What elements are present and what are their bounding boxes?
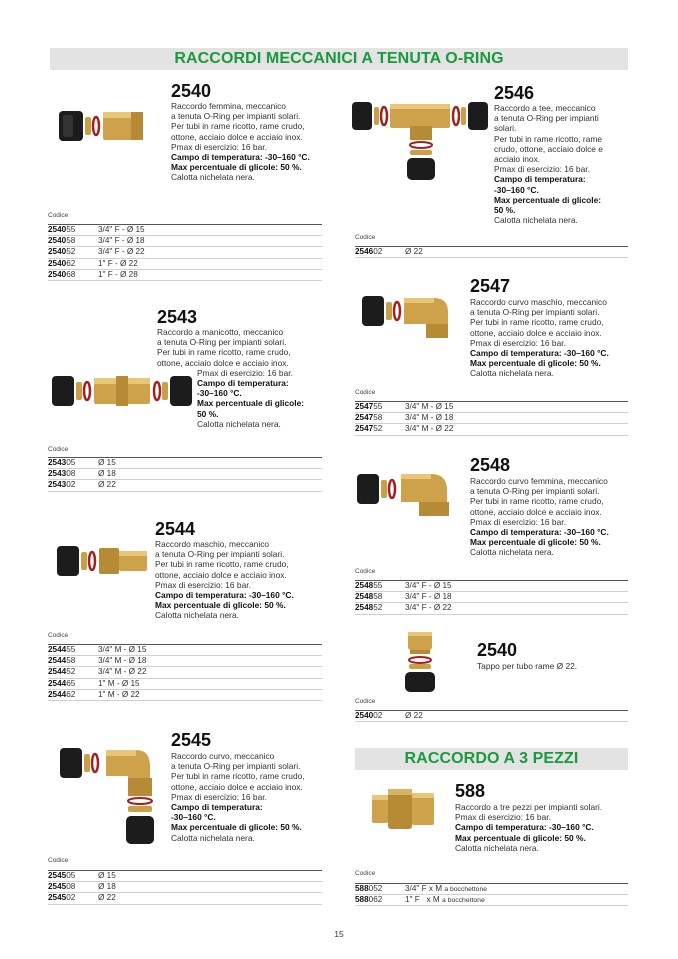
desc-line: Pmax di esercizio: 16 bar. xyxy=(171,791,267,802)
codice-label: Codice xyxy=(48,857,69,864)
product-code-2540-cap: 2540 xyxy=(477,640,518,660)
desc-line: Raccordo curvo maschio, meccanico xyxy=(470,297,607,307)
product-image-2547 xyxy=(360,290,460,345)
desc-line: Calotta nichelata nera. xyxy=(470,368,554,379)
table-row: 254462 1" M - Ø 22 xyxy=(48,690,322,701)
desc-line: Per tubi in rame ricotto, rame crudo, xyxy=(155,559,289,570)
desc-line: Raccordo a tee, meccanico xyxy=(494,103,596,113)
table-row: 254058 3/4" F - Ø 18 xyxy=(48,236,322,247)
desc-bold-line: -30–160 °C. xyxy=(494,184,539,195)
desc-line: Raccordo a tre pezzi per impianti solari. xyxy=(455,802,603,812)
product-image-2540-cap xyxy=(400,630,440,699)
desc-bold-line: Max percentuale di glicole: xyxy=(197,398,305,409)
desc-line: Pmax di esercizio: 16 bar. xyxy=(155,579,251,590)
codice-label: Codice xyxy=(355,568,376,575)
desc-bold-line: Campo di temperatura: xyxy=(197,378,289,389)
desc-line: Calotta nichelata nera. xyxy=(494,215,578,226)
desc-bold-line: Max percentuale di glicole: 50 %. xyxy=(470,537,601,548)
page-title: RACCORDI MECCANICI A TENUTA O-RING xyxy=(174,50,504,67)
desc-line: Raccordo a manicotto, meccanico xyxy=(157,327,284,337)
product-desc-2545 xyxy=(171,751,331,843)
desc-bold-line: Campo di temperatura: -30–160 °C. xyxy=(171,152,310,163)
code-table-2540 xyxy=(48,224,322,281)
product-image-2540 xyxy=(55,103,155,153)
table-row: 254002 Ø 22 xyxy=(355,710,628,722)
table-row: 254852 3/4" F - Ø 22 xyxy=(355,603,628,614)
desc-line: a tenuta O-Ring per impianti solari. xyxy=(470,486,600,497)
desc-line: ottone, acciaio dolce e acciaio inox. xyxy=(157,357,289,368)
section-title-banner xyxy=(355,748,628,770)
desc-bold-line: Campo di temperatura: xyxy=(171,802,263,813)
desc-bold-line: -30–160 °C. xyxy=(171,812,216,823)
desc-line: Calotta nichelata nera. xyxy=(470,547,554,558)
table-row: 254458 3/4" M - Ø 18 xyxy=(48,656,322,667)
table-row: 254305 Ø 15 xyxy=(48,457,322,469)
desc-line: a tenuta O-Ring per impianti xyxy=(494,113,599,124)
desc-line: Per tubi in rame ricotto, rame crudo, xyxy=(470,317,604,328)
desc-bold-line: Max percentuale di glicole: 50 %. xyxy=(171,822,302,833)
product-image-2546 xyxy=(350,98,490,188)
desc-bold-line: Max percentuale di glicole: xyxy=(494,194,602,205)
product-image-2548 xyxy=(355,468,455,523)
desc-line: Pmax di esercizio: 16 bar. xyxy=(470,516,566,527)
desc-line: Per tubi in rame ricotto, rame crudo, xyxy=(171,771,305,782)
desc-line: Calotta nichelata nera. xyxy=(171,172,255,183)
desc-line: crudo, ottone, acciaio dolce e xyxy=(494,143,603,154)
desc-line: a tenuta O-Ring per impianti solari. xyxy=(171,761,301,772)
desc-line: Pmax di esercizio: 16 bar. xyxy=(455,812,551,823)
desc-line: Calotta nichelata nera. xyxy=(155,610,239,621)
codice-label: Codice xyxy=(48,446,69,453)
desc-line: ottone, acciaio dolce e acciaio inox. xyxy=(470,327,602,338)
code-table-2548 xyxy=(355,580,628,615)
code-table-2540-cap xyxy=(355,710,628,722)
codice-label: Codice xyxy=(48,632,69,639)
desc-line: Pmax di esercizio: 16 bar. xyxy=(171,141,267,152)
desc-line: acciaio inox. xyxy=(494,154,541,165)
product-code-2545: 2545 xyxy=(171,730,212,750)
codice-label: Codice xyxy=(355,870,376,877)
product-code-588: 588 xyxy=(455,781,486,801)
table-row: 588062 1" F x M a bocchettone xyxy=(355,895,628,906)
desc-line: Raccordo curvo, meccanico xyxy=(171,751,275,761)
table-row: 254308 Ø 18 xyxy=(48,469,322,480)
product-code-2540: 2540 xyxy=(171,81,212,101)
product-code-2546: 2546 xyxy=(494,83,535,103)
table-row: 254455 3/4" M - Ø 15 xyxy=(48,644,322,656)
table-row: 254052 3/4" F - Ø 22 xyxy=(48,247,322,258)
code-table-2547 xyxy=(355,401,628,436)
desc-bold-line: Max percentuale di glicole: 50 %. xyxy=(470,358,601,369)
table-row: 254508 Ø 18 xyxy=(48,882,322,893)
desc-line: a tenuta O-Ring per impianti solari. xyxy=(171,111,301,122)
table-row: 254062 1" F - Ø 22 xyxy=(48,259,322,270)
table-row: 254452 3/4" M - Ø 22 xyxy=(48,667,322,678)
table-row: 254068 1" F - Ø 28 xyxy=(48,270,322,281)
desc-line: Pmax di esercizio: 16 bar. xyxy=(494,164,590,175)
desc-line: a tenuta O-Ring per impianti solari. xyxy=(155,549,285,560)
desc-bold-line: Campo di temperatura: -30–160 °C. xyxy=(470,348,609,359)
desc-line: Raccordo curvo femmina, meccanico xyxy=(470,476,608,486)
code-table-588 xyxy=(355,883,628,906)
desc-bold-line: -30–160 °C. xyxy=(197,388,242,399)
desc-line: Per tubi in rame ricotto, rame xyxy=(494,133,602,144)
desc-line: ottone, acciaio dolce e acciaio inox. xyxy=(470,506,602,517)
product-desc-2548 xyxy=(470,476,635,558)
product-desc-2546 xyxy=(494,103,634,225)
product-desc-2547 xyxy=(470,297,635,379)
desc-line: Pmax di esercizio: 16 bar. xyxy=(470,337,566,348)
codice-label: Codice xyxy=(48,212,69,219)
product-code-2548: 2548 xyxy=(470,455,511,475)
desc-bold-line: Max percentuale di glicole: 50 %. xyxy=(155,600,286,611)
table-row: 254302 Ø 22 xyxy=(48,480,322,491)
code-table-2544 xyxy=(48,644,322,701)
product-code-2547: 2547 xyxy=(470,276,511,296)
desc-line: Tappo per tubo rame Ø 22. xyxy=(477,661,578,671)
table-row: 254505 Ø 15 xyxy=(48,870,322,882)
table-row: 254758 3/4" M - Ø 18 xyxy=(355,413,628,424)
desc-line: Calotta nichelata nera. xyxy=(171,832,255,843)
table-row: 254502 Ø 22 xyxy=(48,893,322,904)
desc-bold-line: Campo di temperatura: xyxy=(494,174,586,185)
codice-label: Codice xyxy=(355,698,376,705)
product-desc-2540-cap xyxy=(477,661,627,671)
product-desc-2540 xyxy=(171,101,331,183)
desc-line: Pmax di esercizio: 16 bar. xyxy=(197,367,293,378)
desc-line: solari. xyxy=(494,123,517,134)
desc-line: a tenuta O-Ring per impianti solari. xyxy=(470,307,600,318)
desc-line: ottone, acciaio dolce e acciaio inox. xyxy=(155,569,287,580)
desc-bold-line: Max percentuale di glicole: 50 %. xyxy=(455,832,586,843)
desc-bold-line: 50 %. xyxy=(494,205,516,216)
desc-bold-line: Campo di temperatura: -30–160 °C. xyxy=(470,527,609,538)
table-row: 254858 3/4" F - Ø 18 xyxy=(355,592,628,603)
codice-label: Codice xyxy=(355,234,376,241)
product-desc-588 xyxy=(455,802,630,853)
desc-line: Per tubi in rame ricotto, rame crudo, xyxy=(171,121,305,132)
page-title-banner xyxy=(50,48,628,70)
table-row: 588052 3/4" F x M a bocchettone xyxy=(355,883,628,895)
desc-line: ottone, acciaio dolce e acciaio inox. xyxy=(171,781,303,792)
product-image-2545 xyxy=(58,738,163,858)
table-row: 254602 Ø 22 xyxy=(355,246,628,258)
table-row: 254752 3/4" M - Ø 22 xyxy=(355,424,628,435)
code-table-2545 xyxy=(48,870,322,905)
codice-label: Codice xyxy=(355,389,376,396)
product-image-588 xyxy=(368,785,438,840)
product-desc-2543 xyxy=(157,327,332,429)
desc-line: Raccordo femmina, meccanico xyxy=(171,101,286,111)
product-code-2544: 2544 xyxy=(155,519,196,539)
desc-bold-line: 50 %. xyxy=(197,408,219,419)
product-desc-2544 xyxy=(155,539,330,621)
desc-bold-line: Campo di temperatura: -30–160 °C. xyxy=(155,590,294,601)
desc-bold-line: Campo di temperatura: -30–160 °C. xyxy=(455,822,594,833)
desc-line: Calotta nichelata nera. xyxy=(455,842,539,853)
desc-bold-line: Max percentuale di glicole: 50 %. xyxy=(171,162,302,173)
desc-line: Per tubi in rame ricotto, rame crudo, xyxy=(470,496,604,507)
desc-line: Per tubi in rame ricotto, rame crudo, xyxy=(157,347,291,358)
table-row: 254755 3/4" M - Ø 15 xyxy=(355,401,628,413)
product-image-2544 xyxy=(55,540,150,587)
table-row: 254855 3/4" F - Ø 15 xyxy=(355,580,628,592)
desc-line: ottone, acciaio dolce e acciaio inox. xyxy=(171,131,303,142)
section-title: RACCORDO A 3 PEZZI xyxy=(404,750,579,767)
code-table-2543 xyxy=(48,457,322,492)
page-number: 15 xyxy=(334,929,344,939)
code-table-2546 xyxy=(355,246,628,258)
table-row: 254055 3/4" F - Ø 15 xyxy=(48,224,322,236)
table-row: 254465 1" M - Ø 15 xyxy=(48,679,322,690)
product-code-2543: 2543 xyxy=(157,307,198,327)
desc-line: a tenuta O-Ring per impianti solari. xyxy=(157,337,287,348)
desc-line: Raccordo maschio, meccanico xyxy=(155,539,270,549)
desc-line: Calotta nichelata nera. xyxy=(197,418,281,429)
